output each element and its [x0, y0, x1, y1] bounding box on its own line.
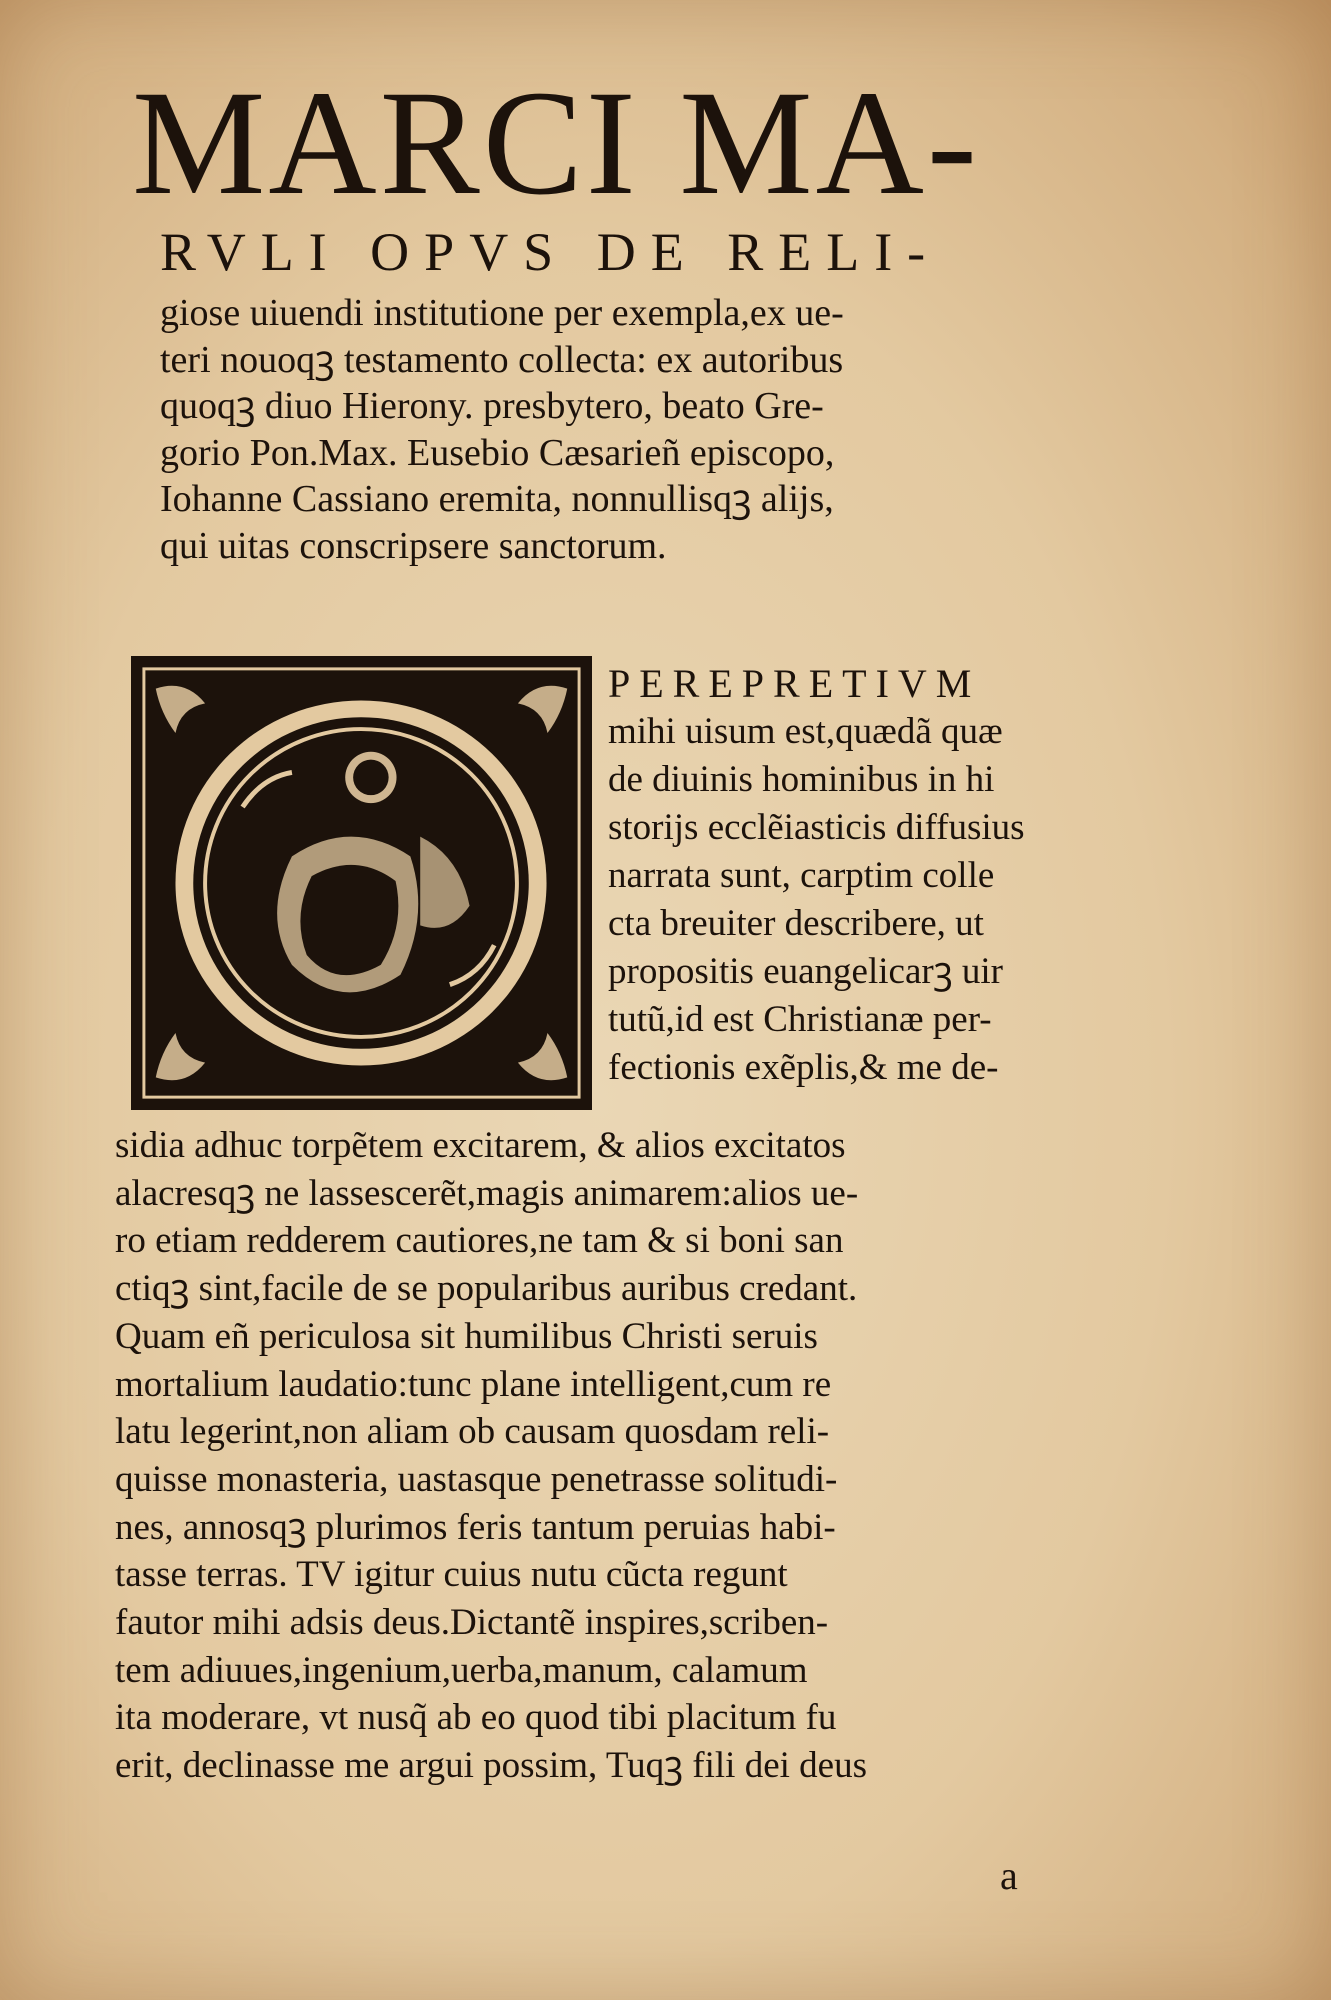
body-top-block: [608, 660, 1188, 1092]
historiated-initial-O-icon: [131, 656, 592, 1110]
body-top-line: storijs ecclẽiasticis diffusius: [608, 807, 1025, 848]
body-top-line: propositis euangelicarꝫ uir: [608, 951, 1003, 992]
body-paragraph: [115, 1122, 1195, 1790]
body-top-line: fectionis exẽplis,& me de-: [608, 1047, 999, 1088]
body-top-line: PEREPRETIVM: [608, 661, 981, 706]
body-line: alacresqꝫ ne lassescerẽt,magis animarem:alios ue-: [115, 1172, 859, 1214]
body-line: quisse monasteria, uastasque penetrasse solitudi-: [115, 1458, 838, 1500]
intro-line: gorio Pon.Max. Eusebio Cæsarieñ episcopo,: [160, 431, 835, 474]
signature-mark: a: [1000, 1853, 1018, 1898]
body-line: tasse terras. TV igitur cuius nutu cũcta regunt: [115, 1554, 788, 1596]
body-line: tem adiuues,ingenium,uerba,manum, calamum: [115, 1649, 808, 1691]
intro-line: Iohanne Cassiano eremita, nonnullisqꝫ alijs,: [160, 478, 834, 520]
body-line: ro etiam redderem cautiores,ne tam & si boni san: [115, 1220, 844, 1262]
body-top-line: de diuinis hominibus in hi: [608, 759, 995, 800]
intro-line: giose uiuendi institutione per exempla,ex ue-: [160, 292, 844, 334]
intro-line: quoqꝫ diuo Hierony. presbytero, beato Gre-: [160, 385, 824, 427]
intro-line: teri nouoqꝫ testamento collecta: ex autoribus: [160, 338, 844, 381]
body-line: mortalium laudatio:tunc plane intelligent,cum re: [115, 1363, 832, 1405]
body-line: Quam eñ periculosa sit humilibus Christi seruis: [115, 1315, 818, 1357]
intro-paragraph: [160, 290, 1140, 569]
body-line: fautor mihi adsis deus.Dictantẽ inspires,scriben-: [115, 1602, 829, 1644]
body-top-line: narrata sunt, carptim colle: [608, 855, 995, 896]
intro-line: qui uitas conscripsere sanctorum.: [160, 524, 667, 567]
body-line: latu legerint,non aliam ob causam quosdam reli-: [115, 1411, 830, 1453]
title-sub: RVLI OPVS DE RELI-: [160, 222, 941, 282]
body-line: ctiqꝫ sint,facile de se popularibus auribus credant.: [115, 1268, 858, 1310]
body-line: sidia adhuc torpẽtem excitarem, & alios excitatos: [115, 1125, 846, 1166]
body-line: ita moderare, vt nusq̃ ab eo quod tibi placitum fu: [115, 1697, 837, 1739]
body-top-line: cta breuiter describere, ut: [608, 903, 984, 944]
title-main: MARCI MA-: [132, 60, 980, 226]
body-line: nes, annosqꝫ plurimos feris tantum peruias habi-: [115, 1506, 836, 1548]
body-top-line: mihi uisum est,quædã quæ: [608, 711, 1003, 752]
body-top-line: tutũ,id est Christianæ per-: [608, 999, 992, 1040]
body-line: erit, declinasse me argui possim, Tuqꝫ fili dei deus: [115, 1745, 867, 1787]
